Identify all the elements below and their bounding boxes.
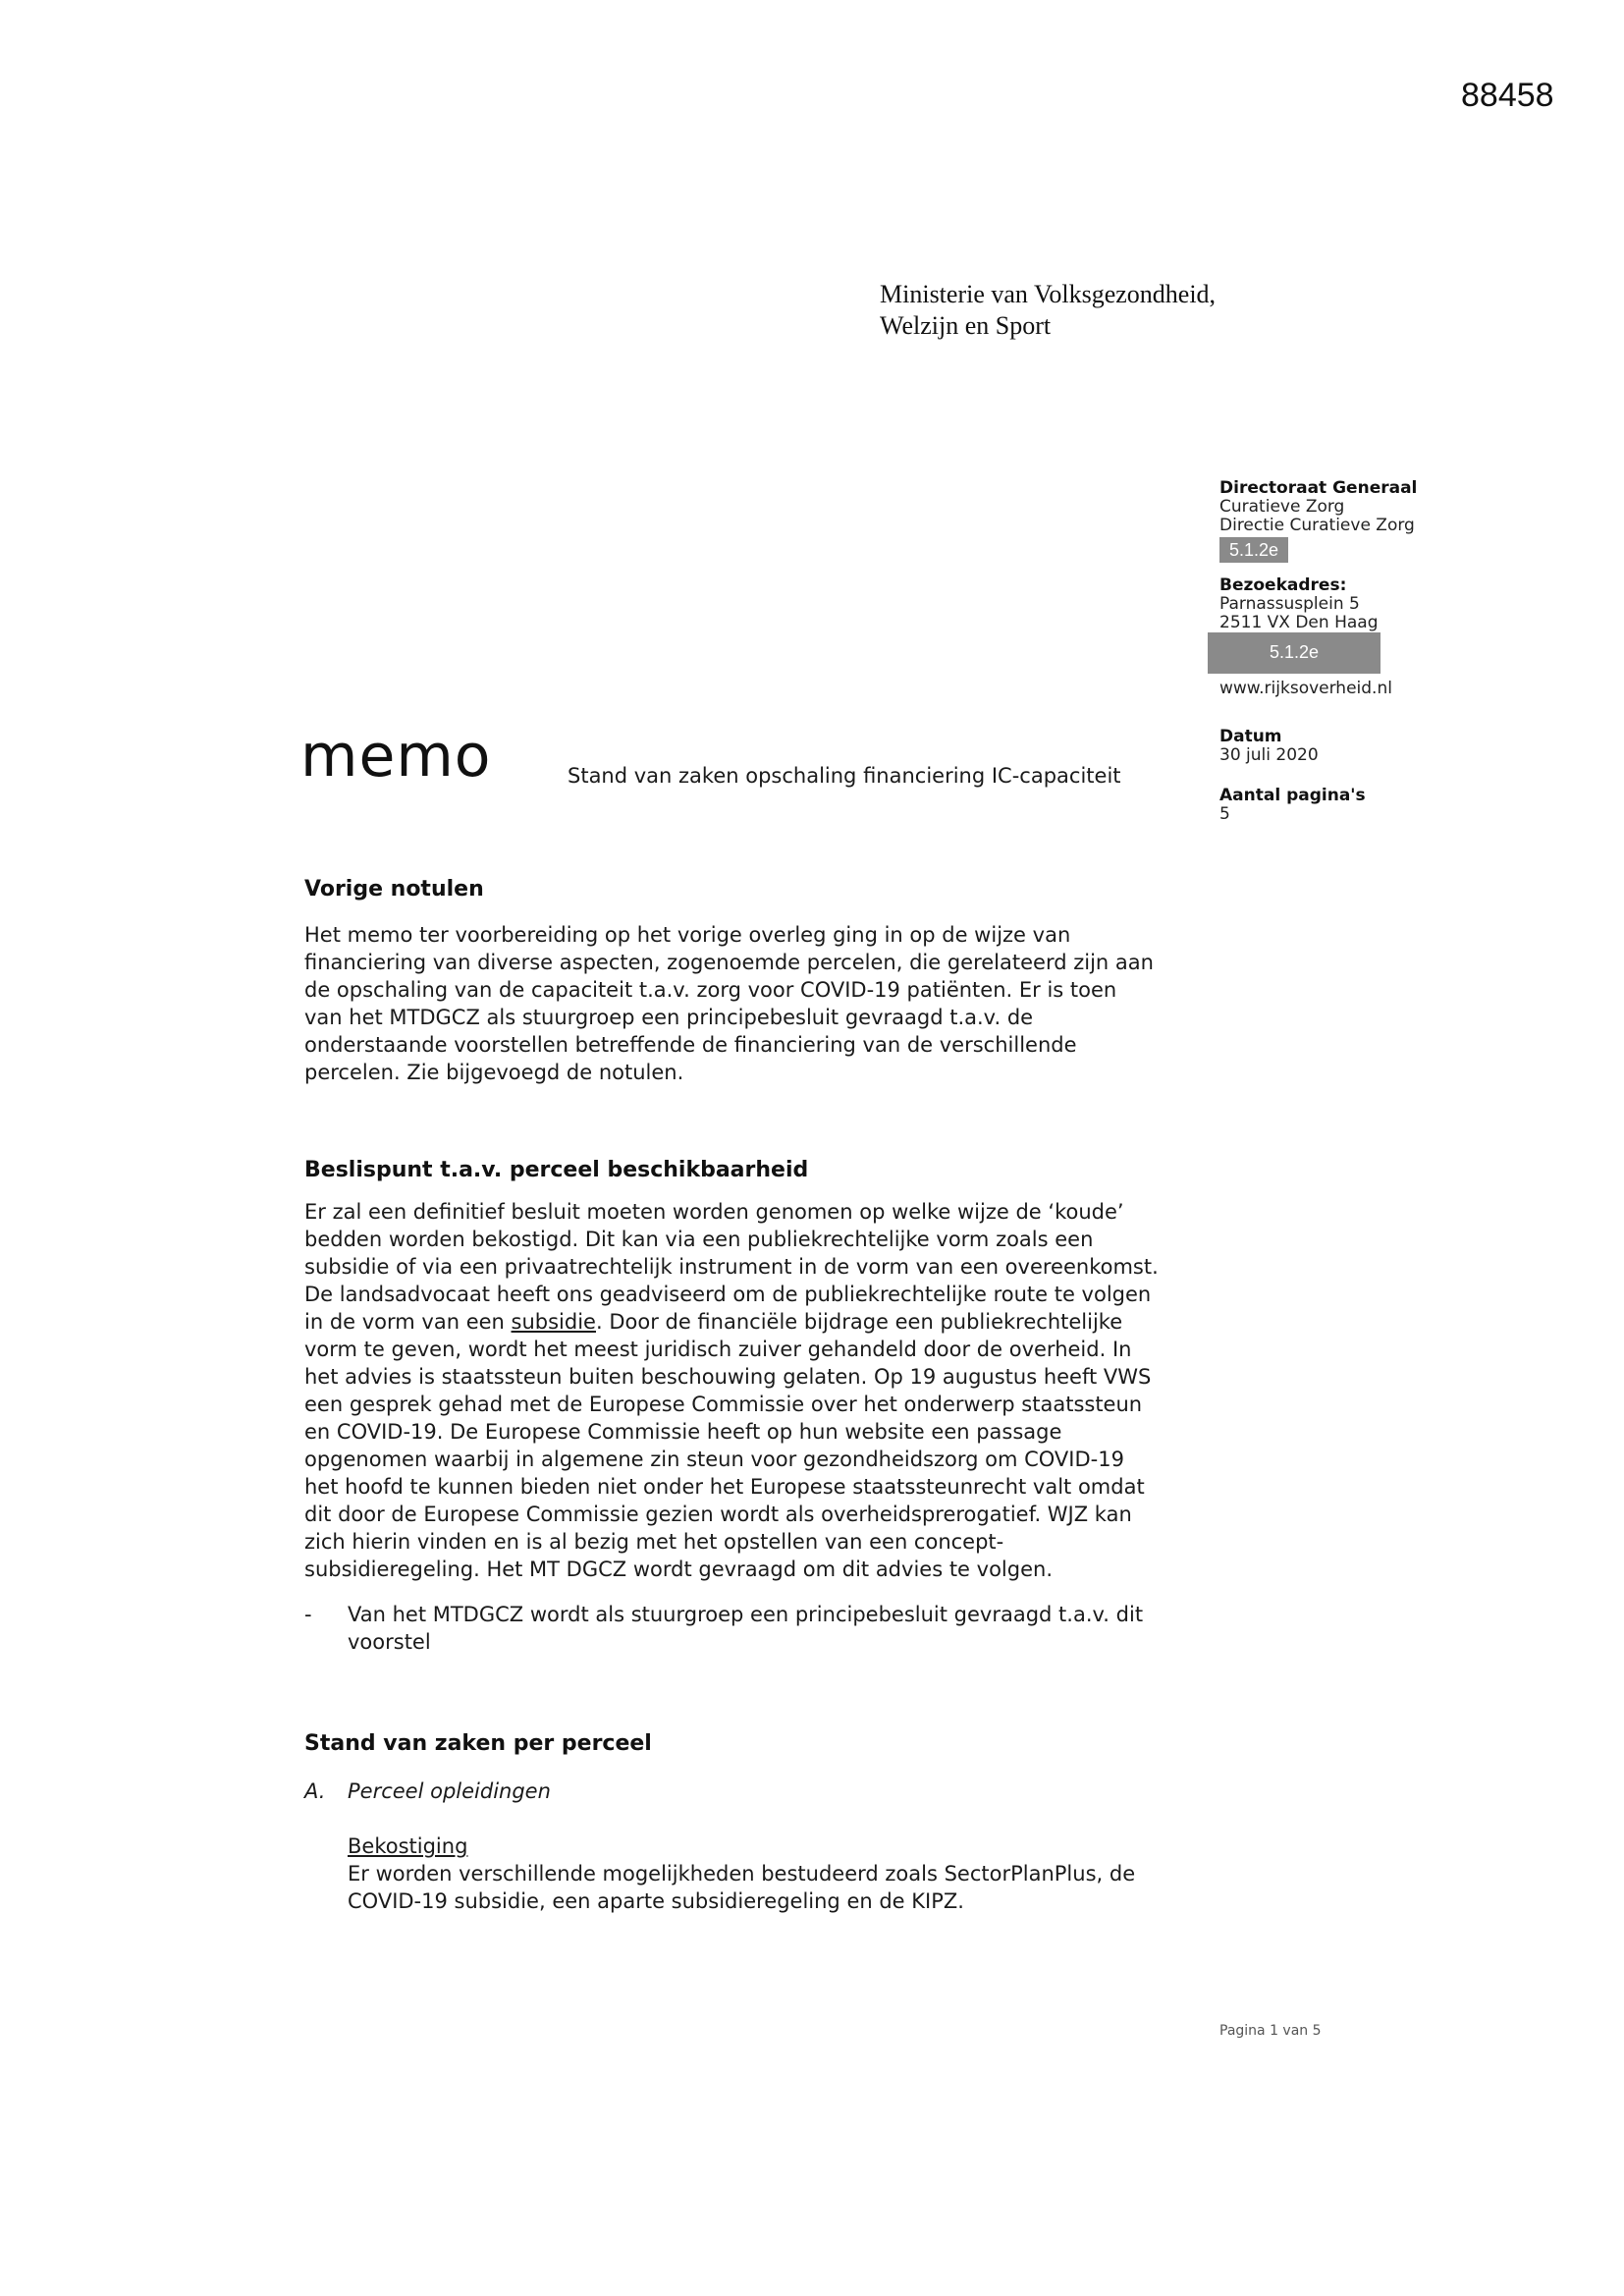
website: www.rijksoverheid.nl bbox=[1219, 679, 1392, 698]
paragraph-line: financiering van diverse aspecten, zogenoemde percelen, die gerelateerd zijn aan bbox=[304, 951, 1154, 974]
pages-value: 5 bbox=[1219, 804, 1230, 824]
paragraph-line: en COVID-19. De Europese Commissie heeft op hun website een passage bbox=[304, 1420, 1062, 1444]
ministry-line-2: Welzijn en Sport bbox=[880, 311, 1052, 340]
sidebar bbox=[1219, 479, 1553, 824]
paragraph-line: Het memo ter voorbereiding op het vorige overleg ging in op de wijze van bbox=[304, 923, 1071, 947]
section-title: Vorige notulen bbox=[304, 877, 484, 902]
paragraph-line bbox=[304, 1308, 1188, 1336]
paragraph-line: het advies is staatssteun buiten beschouwing gelaten. Op 19 augustus heeft VWS bbox=[304, 1365, 1152, 1389]
paragraph-line: subsidieregeling. Het MT DGCZ wordt gevraagd om dit advies te volgen. bbox=[304, 1558, 1053, 1581]
bullet-marker: - bbox=[304, 1603, 312, 1626]
paragraph-line: het hoofd te kunnen bieden niet onder het Europese staatssteunrecht valt omdat bbox=[304, 1475, 1145, 1499]
paragraph-line: een gesprek gehad met de Europese Commissie over het onderwerp staatssteun bbox=[304, 1393, 1143, 1416]
paragraph-line: opgenomen waarbij in algemene zin steun voor gezondheidszorg om COVID-19 bbox=[304, 1448, 1124, 1471]
ministry-line-1: Ministerie van Volksgezondheid, bbox=[880, 280, 1217, 308]
paragraph-line: COVID-19 subsidie, een aparte subsidieregeling en de KIPZ. bbox=[348, 1889, 964, 1913]
memo-subject: Stand van zaken opschaling financiering IC-capaciteit bbox=[568, 764, 1121, 788]
subsidie-link: subsidie bbox=[511, 1310, 596, 1334]
address-line-1: Parnassusplein 5 bbox=[1219, 594, 1360, 614]
paragraph-line: dit door de Europese Commissie gezien wordt als overheidsprerogatief. WJZ kan bbox=[304, 1503, 1132, 1526]
paragraph-line: Er zal een definitief besluit moeten worden genomen op welke wijze de ‘koude’ bbox=[304, 1200, 1124, 1224]
bullet-line: Van het MTDGCZ wordt als stuurgroep een principebesluit gevraagd t.a.v. dit bbox=[348, 1603, 1144, 1626]
bullet-item bbox=[304, 1601, 1188, 1656]
paragraph-line: De landsadvocaat heeft ons geadviseerd om de publiekrechtelijke route te volgen bbox=[304, 1283, 1152, 1306]
section-vorige-notulen bbox=[304, 876, 1188, 1086]
paragraph-line: vorm te geven, wordt het meest juridisch zuiver gehandeld door de overheid. In bbox=[304, 1338, 1132, 1361]
paragraph-line: onderstaande voorstellen betreffende de financiering van de verschillende bbox=[304, 1033, 1077, 1057]
document-number: 88458 bbox=[1461, 77, 1554, 114]
paragraph-line: subsidie of via een privaatrechtelijk instrument in de vorm van een overeenkomst. bbox=[304, 1255, 1159, 1279]
bekostiging-heading: Bekostiging bbox=[348, 1834, 468, 1858]
memo-label: memo bbox=[300, 722, 492, 791]
redaction-box: 5.1.2e bbox=[1219, 537, 1288, 563]
paragraph-line: van het MTDGCZ als stuurgroep een principebesluit gevraagd t.a.v. de bbox=[304, 1006, 1034, 1029]
dg-line-1: Curatieve Zorg bbox=[1219, 497, 1345, 517]
pages-title: Aantal pagina's bbox=[1219, 786, 1366, 805]
bullet-line: voorstel bbox=[348, 1630, 431, 1654]
date-title: Datum bbox=[1219, 727, 1282, 746]
paragraph-line: zich hierin vinden en is al bezig met het opstellen van een concept- bbox=[304, 1530, 1004, 1554]
text-fragment: . Door de financiële bijdrage een publiekrechtelijke bbox=[595, 1310, 1123, 1334]
paragraph-line: percelen. Zie bijgevoegd de notulen. bbox=[304, 1061, 684, 1084]
dg-title: Directoraat Generaal bbox=[1219, 478, 1418, 498]
page-footer: Pagina 1 van 5 bbox=[1219, 2023, 1322, 2039]
paragraph-line: Er worden verschillende mogelijkheden bestudeerd zoals SectorPlanPlus, de bbox=[348, 1862, 1136, 1886]
section-title: Stand van zaken per perceel bbox=[304, 1731, 652, 1756]
address-line-2: 2511 VX Den Haag bbox=[1219, 613, 1379, 632]
dg-line-2: Directie Curatieve Zorg bbox=[1219, 516, 1415, 535]
address-title: Bezoekadres: bbox=[1219, 575, 1347, 595]
ministry-name bbox=[880, 279, 1216, 342]
section-title: Beslispunt t.a.v. perceel beschikbaarheid bbox=[304, 1158, 809, 1182]
paragraph-line: bedden worden bekostigd. Dit kan via een publiekrechtelijke vorm zoals een bbox=[304, 1228, 1094, 1251]
section-stand-van-zaken bbox=[304, 1730, 1188, 1915]
redaction-box: 5.1.2e bbox=[1208, 632, 1380, 674]
list-marker: A. bbox=[304, 1779, 326, 1803]
paragraph-line: de opschaling van de capaciteit t.a.v. zorg voor COVID-19 patiënten. Er is toen bbox=[304, 978, 1117, 1002]
section-beslispunt bbox=[304, 1157, 1188, 1656]
list-item-label: Perceel opleidingen bbox=[348, 1779, 551, 1803]
date-value: 30 juli 2020 bbox=[1219, 745, 1319, 765]
text-fragment: in de vorm van een bbox=[304, 1310, 512, 1334]
list-item-a bbox=[304, 1777, 1188, 1915]
